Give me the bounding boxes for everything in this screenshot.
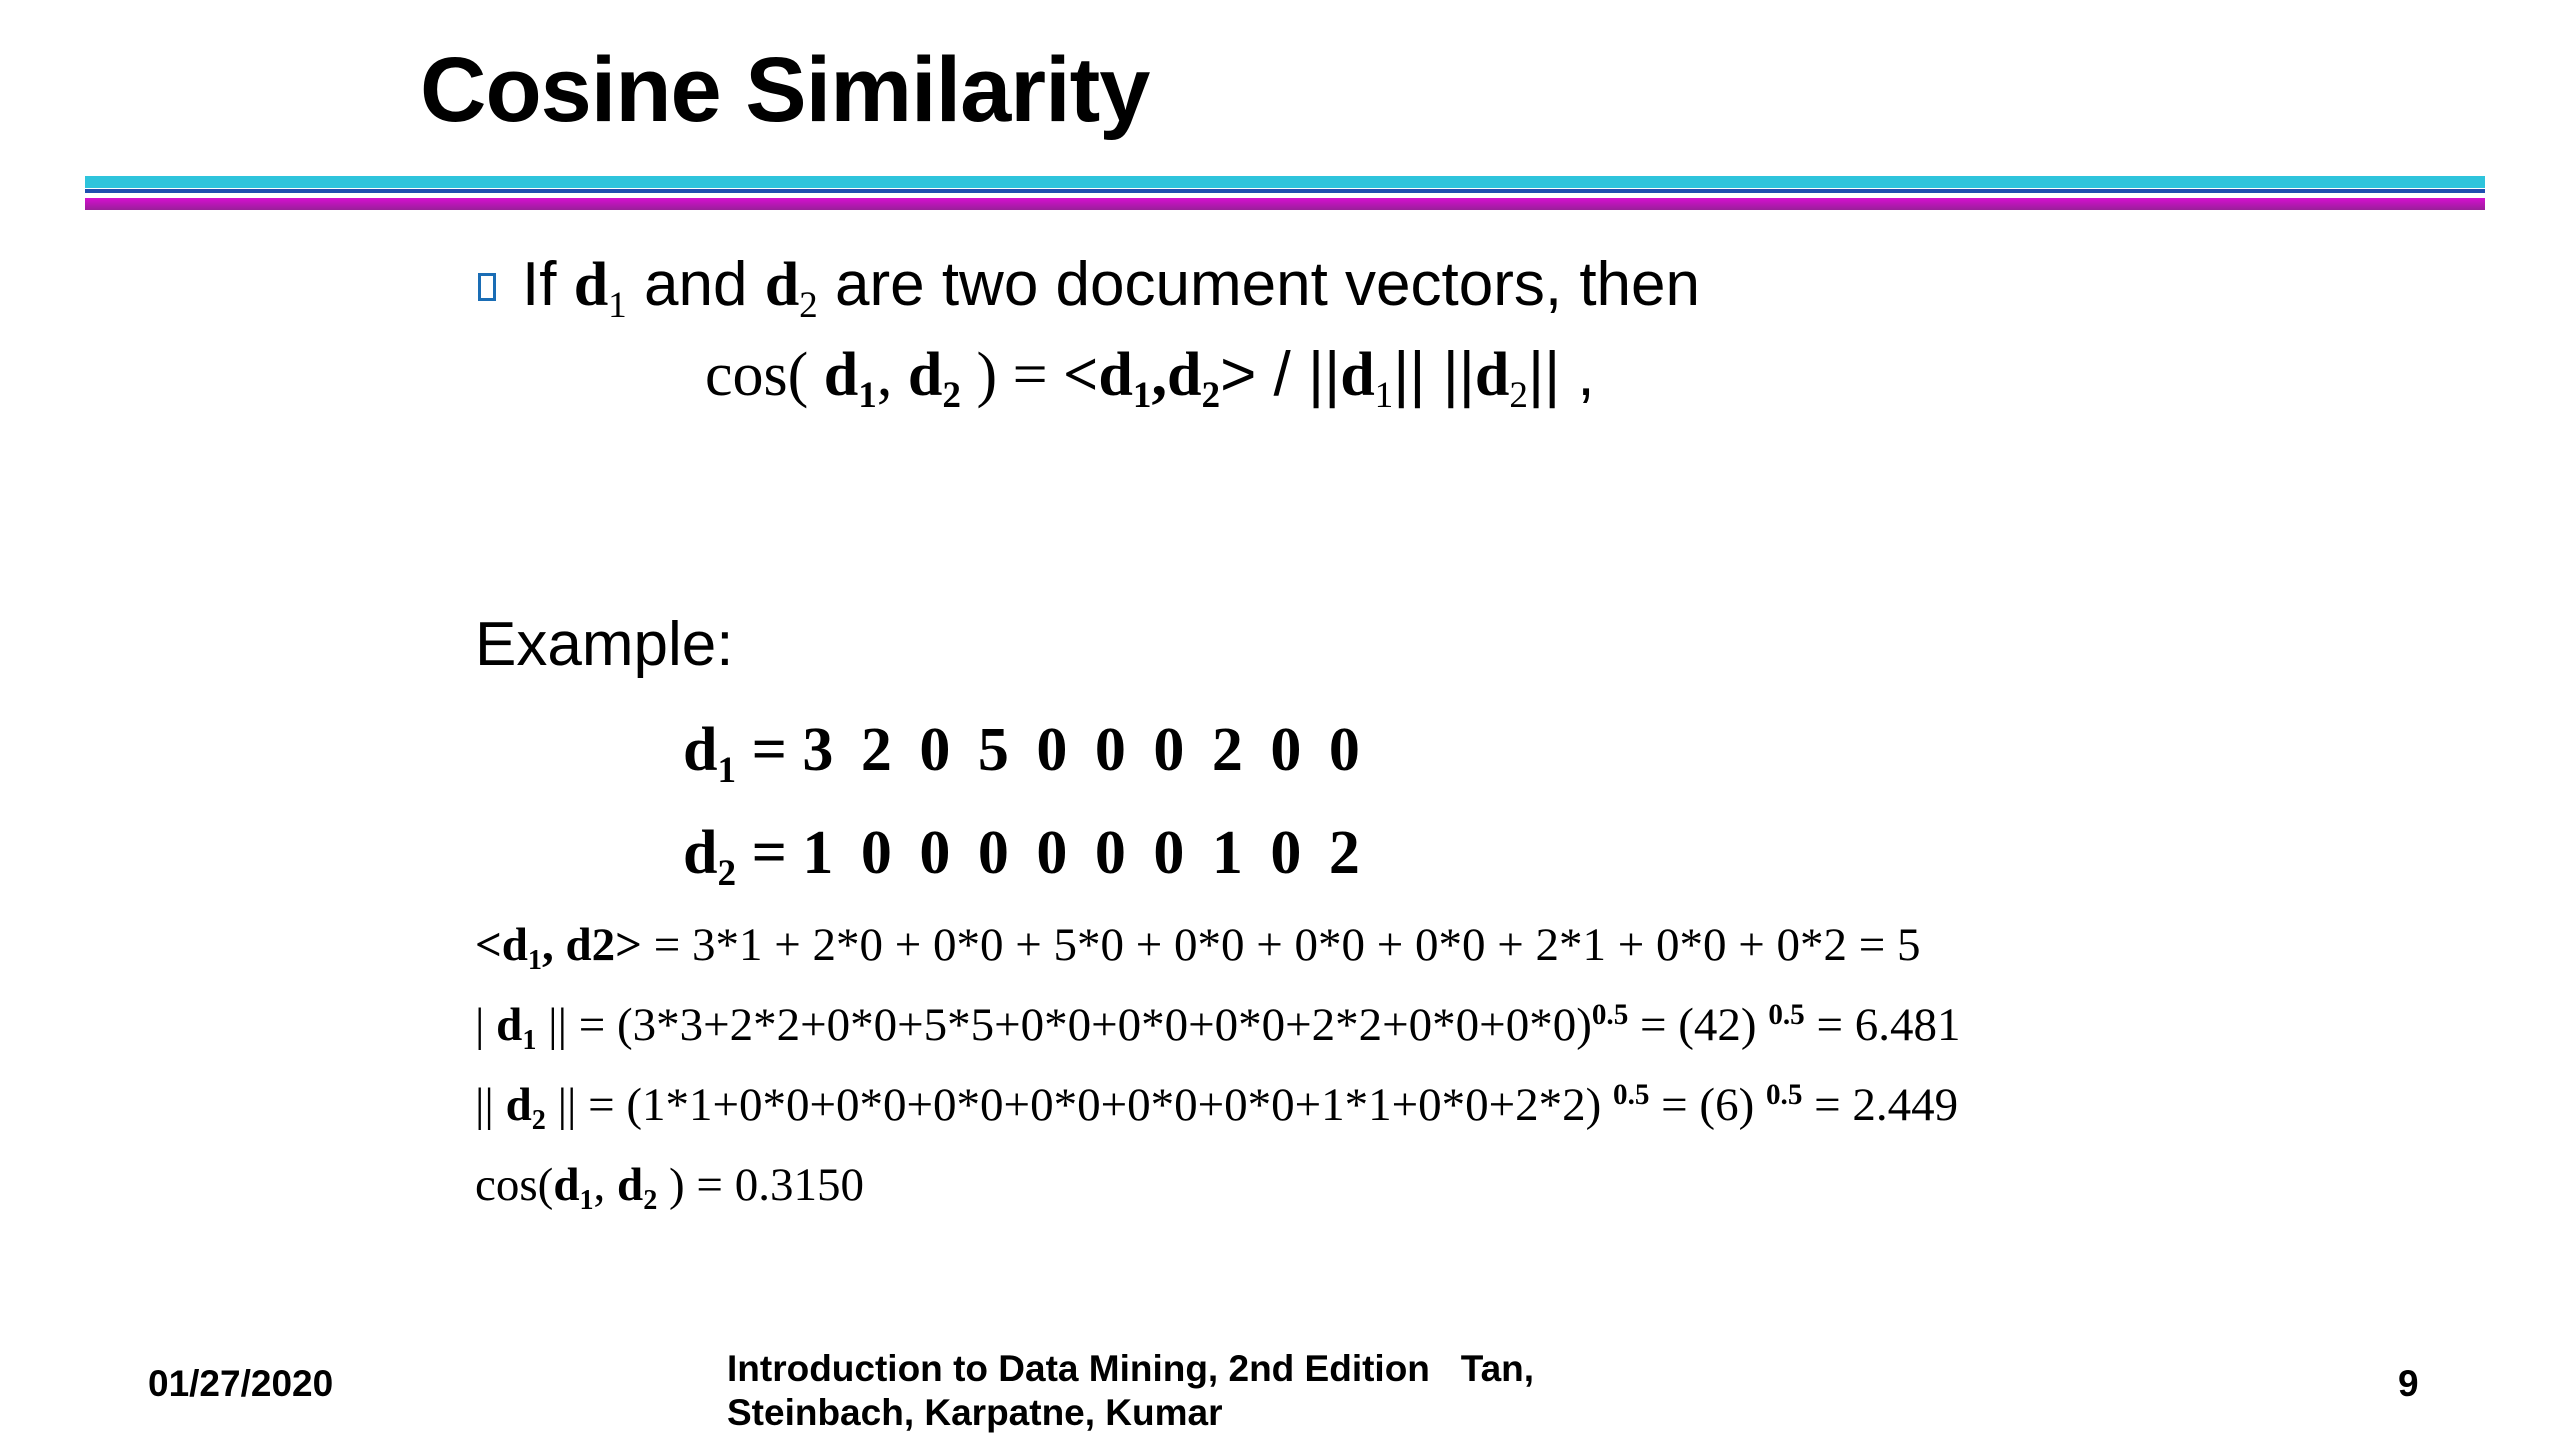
example-label: Example: — [475, 610, 734, 679]
cosine-result: $\cos(d_1$, $d_2$ ) = 0.3150 — [475, 1159, 864, 1217]
footer-date: 01/27/2020 — [148, 1363, 334, 1404]
footer-page-number: 9 — [2398, 1363, 2419, 1404]
bullet-square-icon — [478, 273, 496, 301]
vector-d2: $d_2 = 1$ 0 0 0 0 0 0 1 0 2 — [683, 819, 1366, 894]
vector-d2-values: 1 0 0 0 0 0 0 1 0 2 — [802, 819, 1366, 887]
bullet-d2: $d_2$ — [764, 251, 818, 326]
bullet-d1: $d_1$ — [573, 251, 627, 326]
footer-book-citation — [727, 1347, 1534, 1435]
bullet-rest: are two document vectors, then — [835, 250, 1701, 319]
norm-d2-calculation: || $d_2$ || = (1*1+0*0+0*0+0*0+0*0+0*0+0*0+1*1+0*0+2*2) $^{0.5}$ = (6) $^{0.5}$ = 2.449 — [475, 1078, 1959, 1137]
title-rule-blue — [85, 189, 2485, 193]
bullet-definition — [478, 245, 1700, 325]
norm-d1-calculation: | $d_1$ || = $(3*3+2*2+0*0+5*5+0*0+0*0+0*0+2*2+0*0+0*0)^{0.5} = (42) ^{0.5} = 6.481$ — [475, 998, 1961, 1057]
footer-book-line2: Steinbach, Karpatne, Kumar — [727, 1392, 1223, 1433]
slide-title: Cosine Similarity — [420, 39, 1150, 141]
cosine-formula: cos( $d_1$, $d_2$ ) = $<d_1,d_2> / ||d_1||$ $||d_2||$ , — [705, 340, 1595, 416]
title-rule-cyan — [85, 176, 2485, 188]
footer-book-line1: Introduction to Data Mining, 2nd Edition Tan, — [727, 1348, 1535, 1389]
bullet-and: and — [644, 250, 748, 319]
vector-d1-values: 3 2 0 5 0 0 0 2 0 0 — [802, 716, 1366, 784]
vector-d1: $d_1 = 3$ 2 0 5 0 0 0 2 0 0 — [683, 716, 1366, 791]
dot-product-calculation: $<d_1$, d2> = 3*1 + 2*0 + 0*0 + 5*0 + 0*0 + 0*0 + 0*0 + 2*1 + 0*0 + 0*2 = 5 — [475, 919, 1921, 977]
bullet-prefix: If — [522, 250, 557, 319]
title-rule-magenta — [85, 198, 2485, 210]
